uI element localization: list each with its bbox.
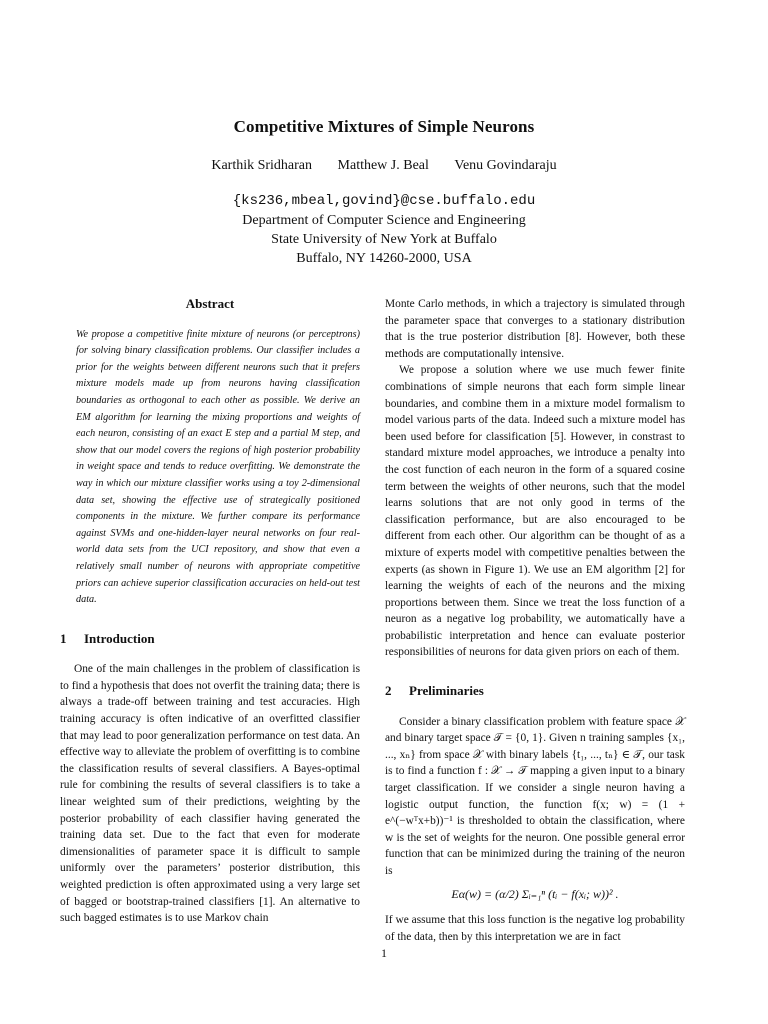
affiliation-university: State University of New York at Buffalo: [271, 232, 497, 247]
right-column: [385, 296, 685, 945]
author-list: [0, 158, 768, 174]
section-title: Introduction: [84, 630, 155, 646]
page-number: 1: [381, 946, 387, 960]
intro-paragraph-1-continued: Monte Carlo methods, in which a trajectory is simulated through the parameter space that converges to a stationary distribution that is the true posterior distribution [8]. However, both these methods are computationally intensive.: [385, 298, 685, 360]
paper-title: Competitive Mixtures of Simple Neurons: [233, 117, 535, 136]
author-email: {ks236,mbeal,govind}@cse.buffalo.edu: [232, 193, 536, 209]
section-number: 1: [60, 630, 67, 646]
author-2: Matthew J. Beal: [337, 158, 429, 173]
prelim-paragraph-2: If we assume that this loss function is the negative log probability of the data, then by this interpretation we are in fact: [385, 914, 685, 943]
section-number: 2: [385, 683, 392, 699]
intro-paragraph-1: One of the main challenges in the problem of classification is to find a hypothesis that does not overfit the training data; there is always a trade-off between training and test accuracies. High training accuracy is often indicative of an overfitted classifier that may lead to poor generalization performance on test data. An effective way to alleviate the problem of overfitting is to combine the classification results of several classifiers. A Bayes-optimal rule for combining the results of several classifiers is to take a linear weighted sum of their predictions, weighting by the posterior probability of each classifier having generated the training data set. Due to the fact that even for moderate dimensionalities of parameter space it is difficult to sample uniformly over the parameters’ posterior distribution, this weighted prediction is often approximated using a very large set of bagged or bootstrap-trained classifiers [1]. An alternative to such bagged estimates is to use Markov chain: [60, 663, 360, 925]
section-title: Preliminaries: [409, 683, 484, 699]
prelim-paragraph-1: Consider a binary classification problem with feature space 𝒳 and binary target space 𝒯 = {0, 1}. Given n training samples {x₁, ..., xₙ} from space 𝒳 with binary labels {t₁, ..., tₙ} ∈ 𝒯, our task is to find a function f : 𝒳 → 𝒯 mapping a given input to a binary target classification. If we consider a single neuron having a logistic output function, the function f(x; w) = (1 + e^(−wᵀx+b))⁻¹ is thresholded to obtain the classification, where w is the set of weights for the neuron. One possible general error function that can be minimized during the training of the neuron is: [385, 715, 685, 877]
intro-paragraph-2: We propose a solution where we use much fewer finite combinations of simple neurons that each form simple linear boundaries, and combine them in a mixture model formalism to model various parts of the data. Indeed such a mixture model has been used before for classification [5]. However, in constrast to standard mixture model approaches, we introduce a penalty into the cost function of each neuron in the form of a squared cosine term between the weights of other neurons, such that the model learns solutions that are not only good in terms of the classification performance, but are also encouraged to be different from each other. Our algorithm can be thought of as a mixture of experts model with competitive penalties between the experts (as shown in Figure 1). We use an EM algorithm [2] for learning the weights of each of the neurons and the mixing proportions between them. Since we treat the loss function of a neuron as a negative log probability, we automatically have a probabilistic interpretation and hence can evaluate posterior responsibilities of neurons for data given priors on each of them.: [385, 364, 685, 659]
section-introduction-heading: [60, 631, 360, 648]
author-3: Venu Govindaraju: [454, 158, 557, 173]
left-column: [60, 296, 360, 927]
author-1: Karthik Sridharan: [211, 158, 313, 173]
affiliation-address: Buffalo, NY 14260-2000, USA: [296, 251, 472, 266]
affiliation-department: Department of Computer Science and Engineering: [242, 213, 526, 228]
abstract-heading: Abstract: [185, 296, 235, 311]
section-preliminaries-heading: [385, 683, 685, 700]
abstract-text: We propose a competitive finite mixture of neurons (or perceptrons) for solving binary classification problems. Our classifier includes a prior for the weights between different neurons such that it prefers mixture models made up from neurons having classification boundaries as orthogonal to each other as possible. We derive an EM algorithm for learning the mixing proportions and weights of each neuron, consisting of an exact E step and a partial M step, and show that our model covers the regions of high posterior probability in weight space and tends to reduce overfitting. We demonstrate the way in which our mixture classifier works using a toy 2-dimensional data set, showing the effective use of strategically positioned components in the mixture. We further compare its performance against SVMs and one-hidden-layer neural networks on four real-world data sets from the UCI repository, and show that even a relatively small number of neurons with appropriate competitive priors can achieve superior classification accuracies on held-out test data.: [76, 328, 360, 606]
error-function-equation: Eα(w) = (α/2) Σᵢ₌₁ⁿ (tᵢ − f(xᵢ; w))² .: [451, 886, 619, 901]
